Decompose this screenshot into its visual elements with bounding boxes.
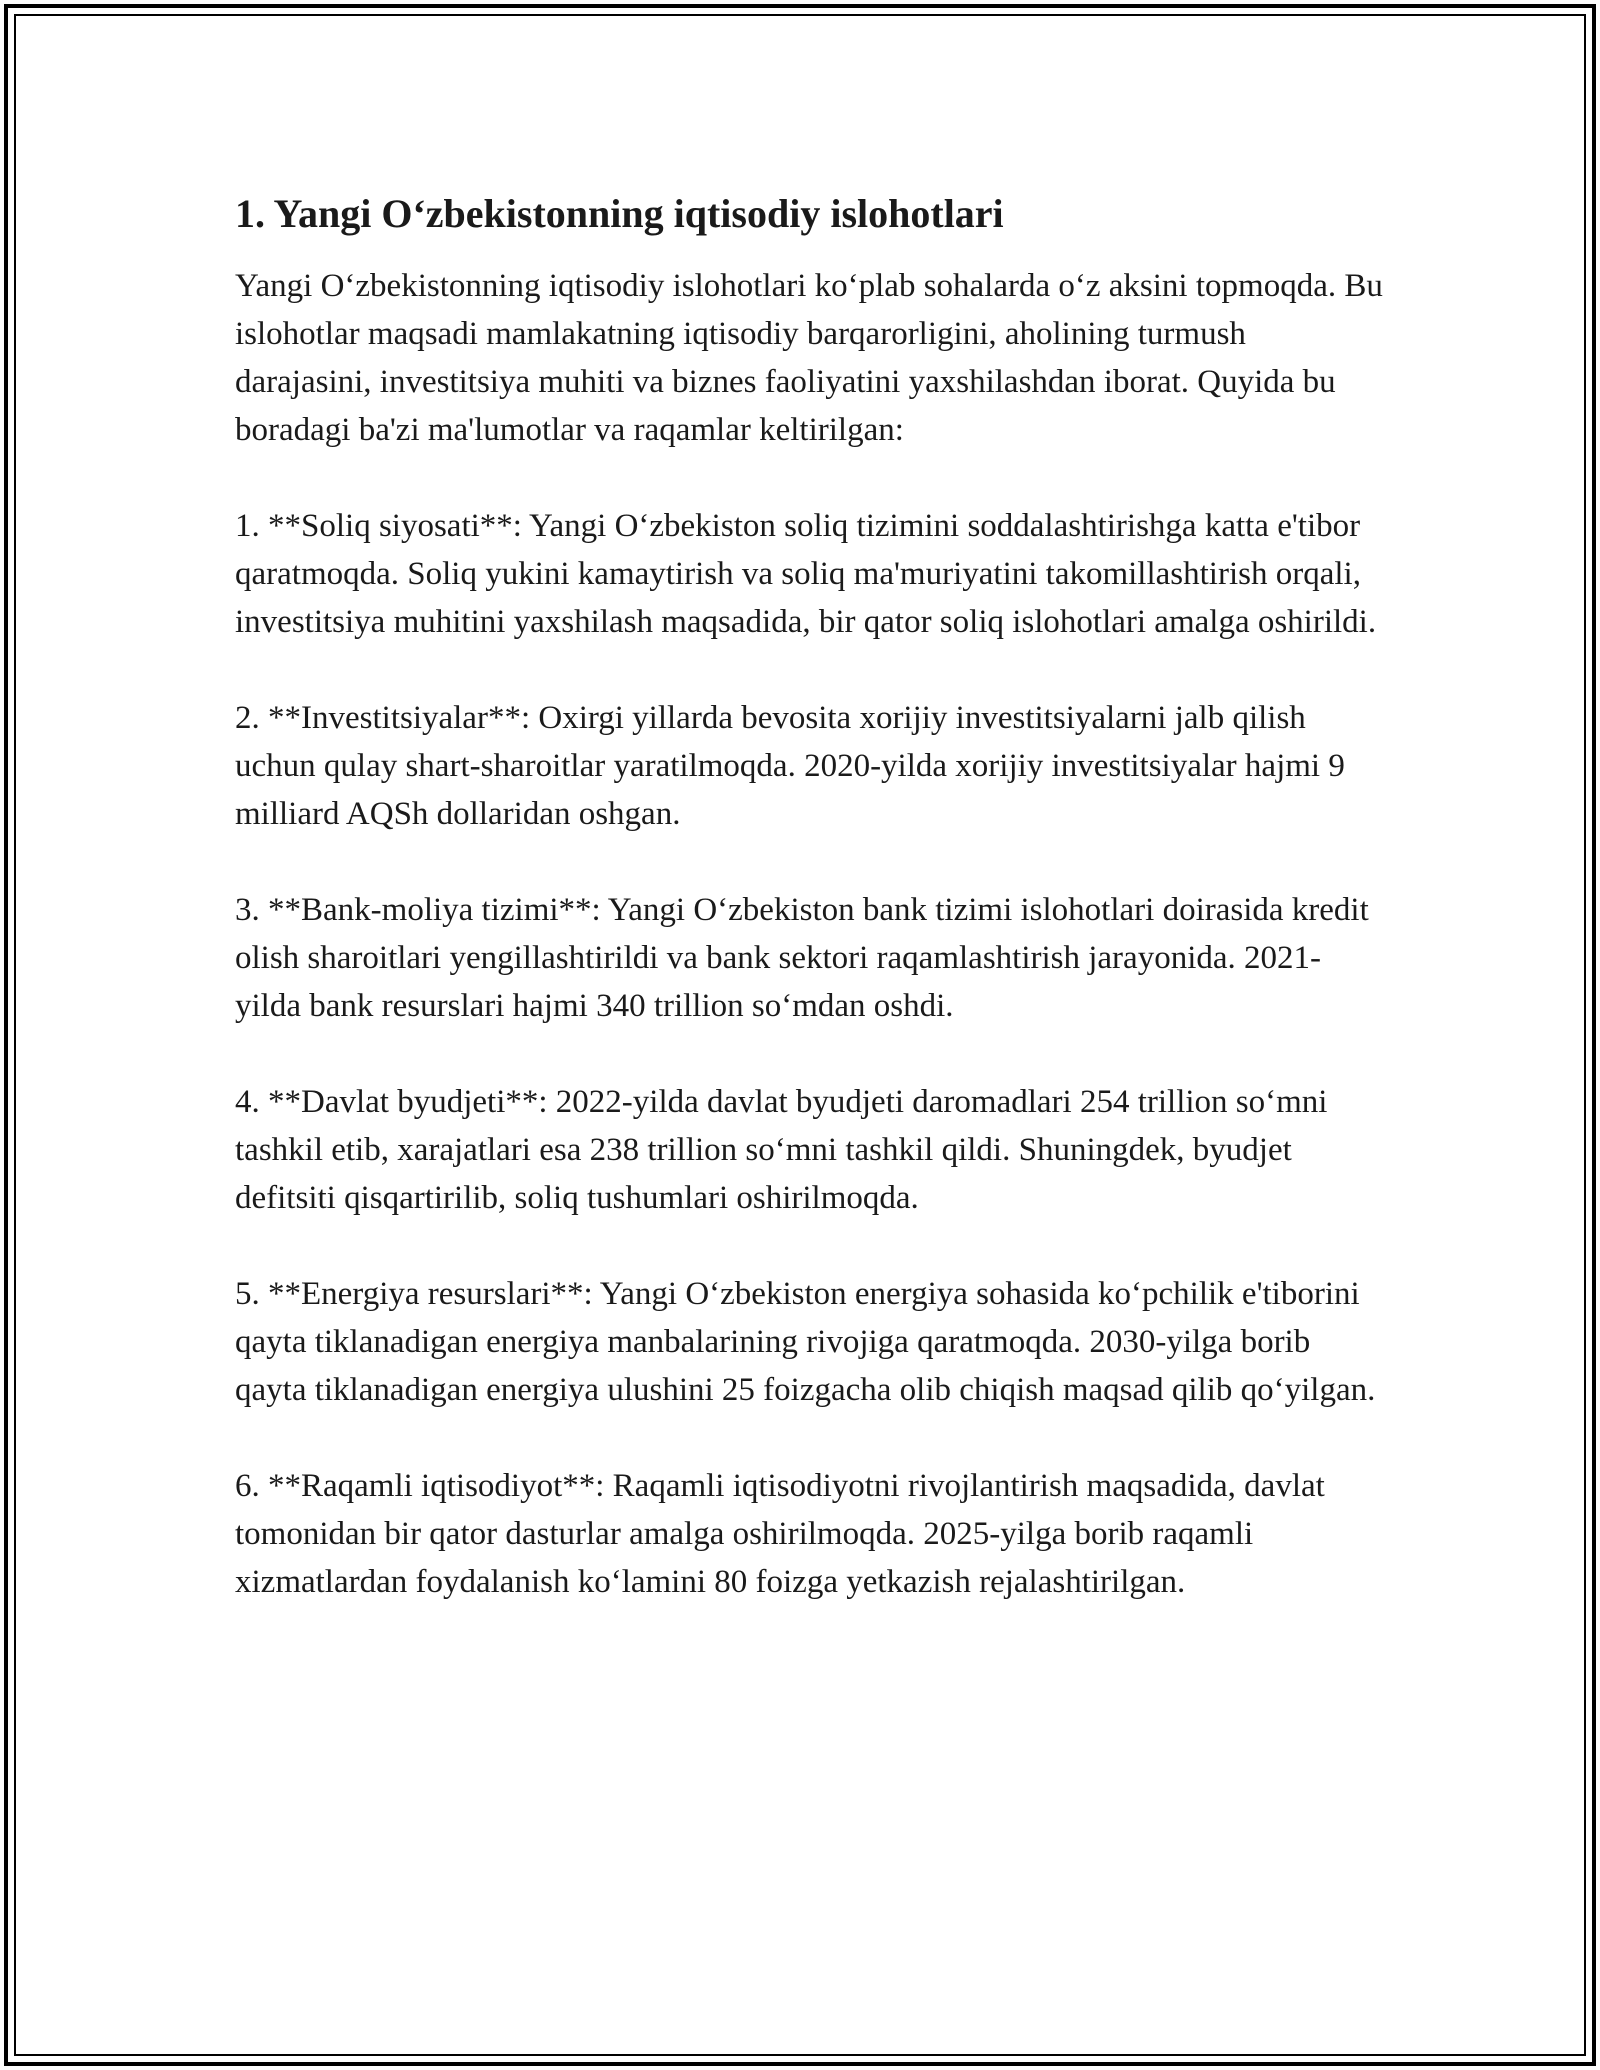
list-item-davlat-byudjeti: 4. **Davlat byudjeti**: 2022-yilda davlat byudjeti daromadlari 254 trillion so‘mni tashkil etib, xarajatlari esa 238 trillion so‘mni tashkil qildi. Shuningdek, byudjet defitsiti qisqartirilib, soliq tushumlari oshirilmoqda. <box>235 1084 1328 1216</box>
list-item-raqamli-iqtisodiyot: 6. **Raqamli iqtisodiyot**: Raqamli iqtisodiyotni rivojlantirish maqsadida, davlat tomonidan bir qator dasturlar amalga oshirilmoqda. 2025-yilga borib raqamli xizmatlardan foydalanish ko‘lamini 80 foizga yetkazish rejalashtirilgan. <box>235 1468 1325 1600</box>
document-body <box>235 186 1385 1654</box>
list-item-investitsiyalar: 2. **Investitsiyalar**: Oxirgi yillarda bevosita xorijiy investitsiyalarni jalb qilish uchun qulay shart-sharoitlar yaratilmoqda. 2020-yilda xorijiy investitsiyalar hajmi 9 milliard AQSh dollaridan oshgan. <box>235 700 1345 832</box>
list-item-soliq-siyosati: 1. **Soliq siyosati**: Yangi O‘zbekiston soliq tizimini soddalashtirishga katta e'tibor qaratmoqda. Soliq yukini kamaytirish va soliq ma'muriyatini takomillashtirish orqali, investitsiya muhitini yaxshilash maqsadida, bir qator soliq islohotlari amalga oshirildi. <box>235 508 1377 640</box>
document-title: 1. Yangi O‘zbekistonning iqtisodiy islohotlari <box>235 191 1004 236</box>
list-item-bank-moliya-tizimi: 3. **Bank-moliya tizimi**: Yangi O‘zbekiston bank tizimi islohotlari doirasida kredit olish sharoitlari yengillashtirildi va bank sektori raqamlashtirish jarayonida. 2021-yilda bank resurslari hajmi 340 trillion so‘mdan oshdi. <box>235 892 1369 1024</box>
list-item-energiya-resurslari: 5. **Energiya resurslari**: Yangi O‘zbekiston energiya sohasida ko‘pchilik e'tiborini qayta tiklanadigan energiya manbalarining rivojiga qaratmoqda. 2030-yilga borib qayta tiklanadigan energiya ulushini 25 foizgacha olib chiqish maqsad qilib qo‘yilgan. <box>235 1276 1376 1408</box>
intro-paragraph: Yangi O‘zbekistonning iqtisodiy islohotlari ko‘plab sohalarda o‘z aksini topmoqda. Bu islohotlar maqsadi mamlakatning iqtisodiy barqarorligini, aholining turmush darajasini, investitsiya muhiti va biznes faoliyatini yaxshilashdan iborat. Quyida bu boradagi ba'zi ma'lumotlar va raqamlar keltirilgan: <box>235 268 1383 448</box>
